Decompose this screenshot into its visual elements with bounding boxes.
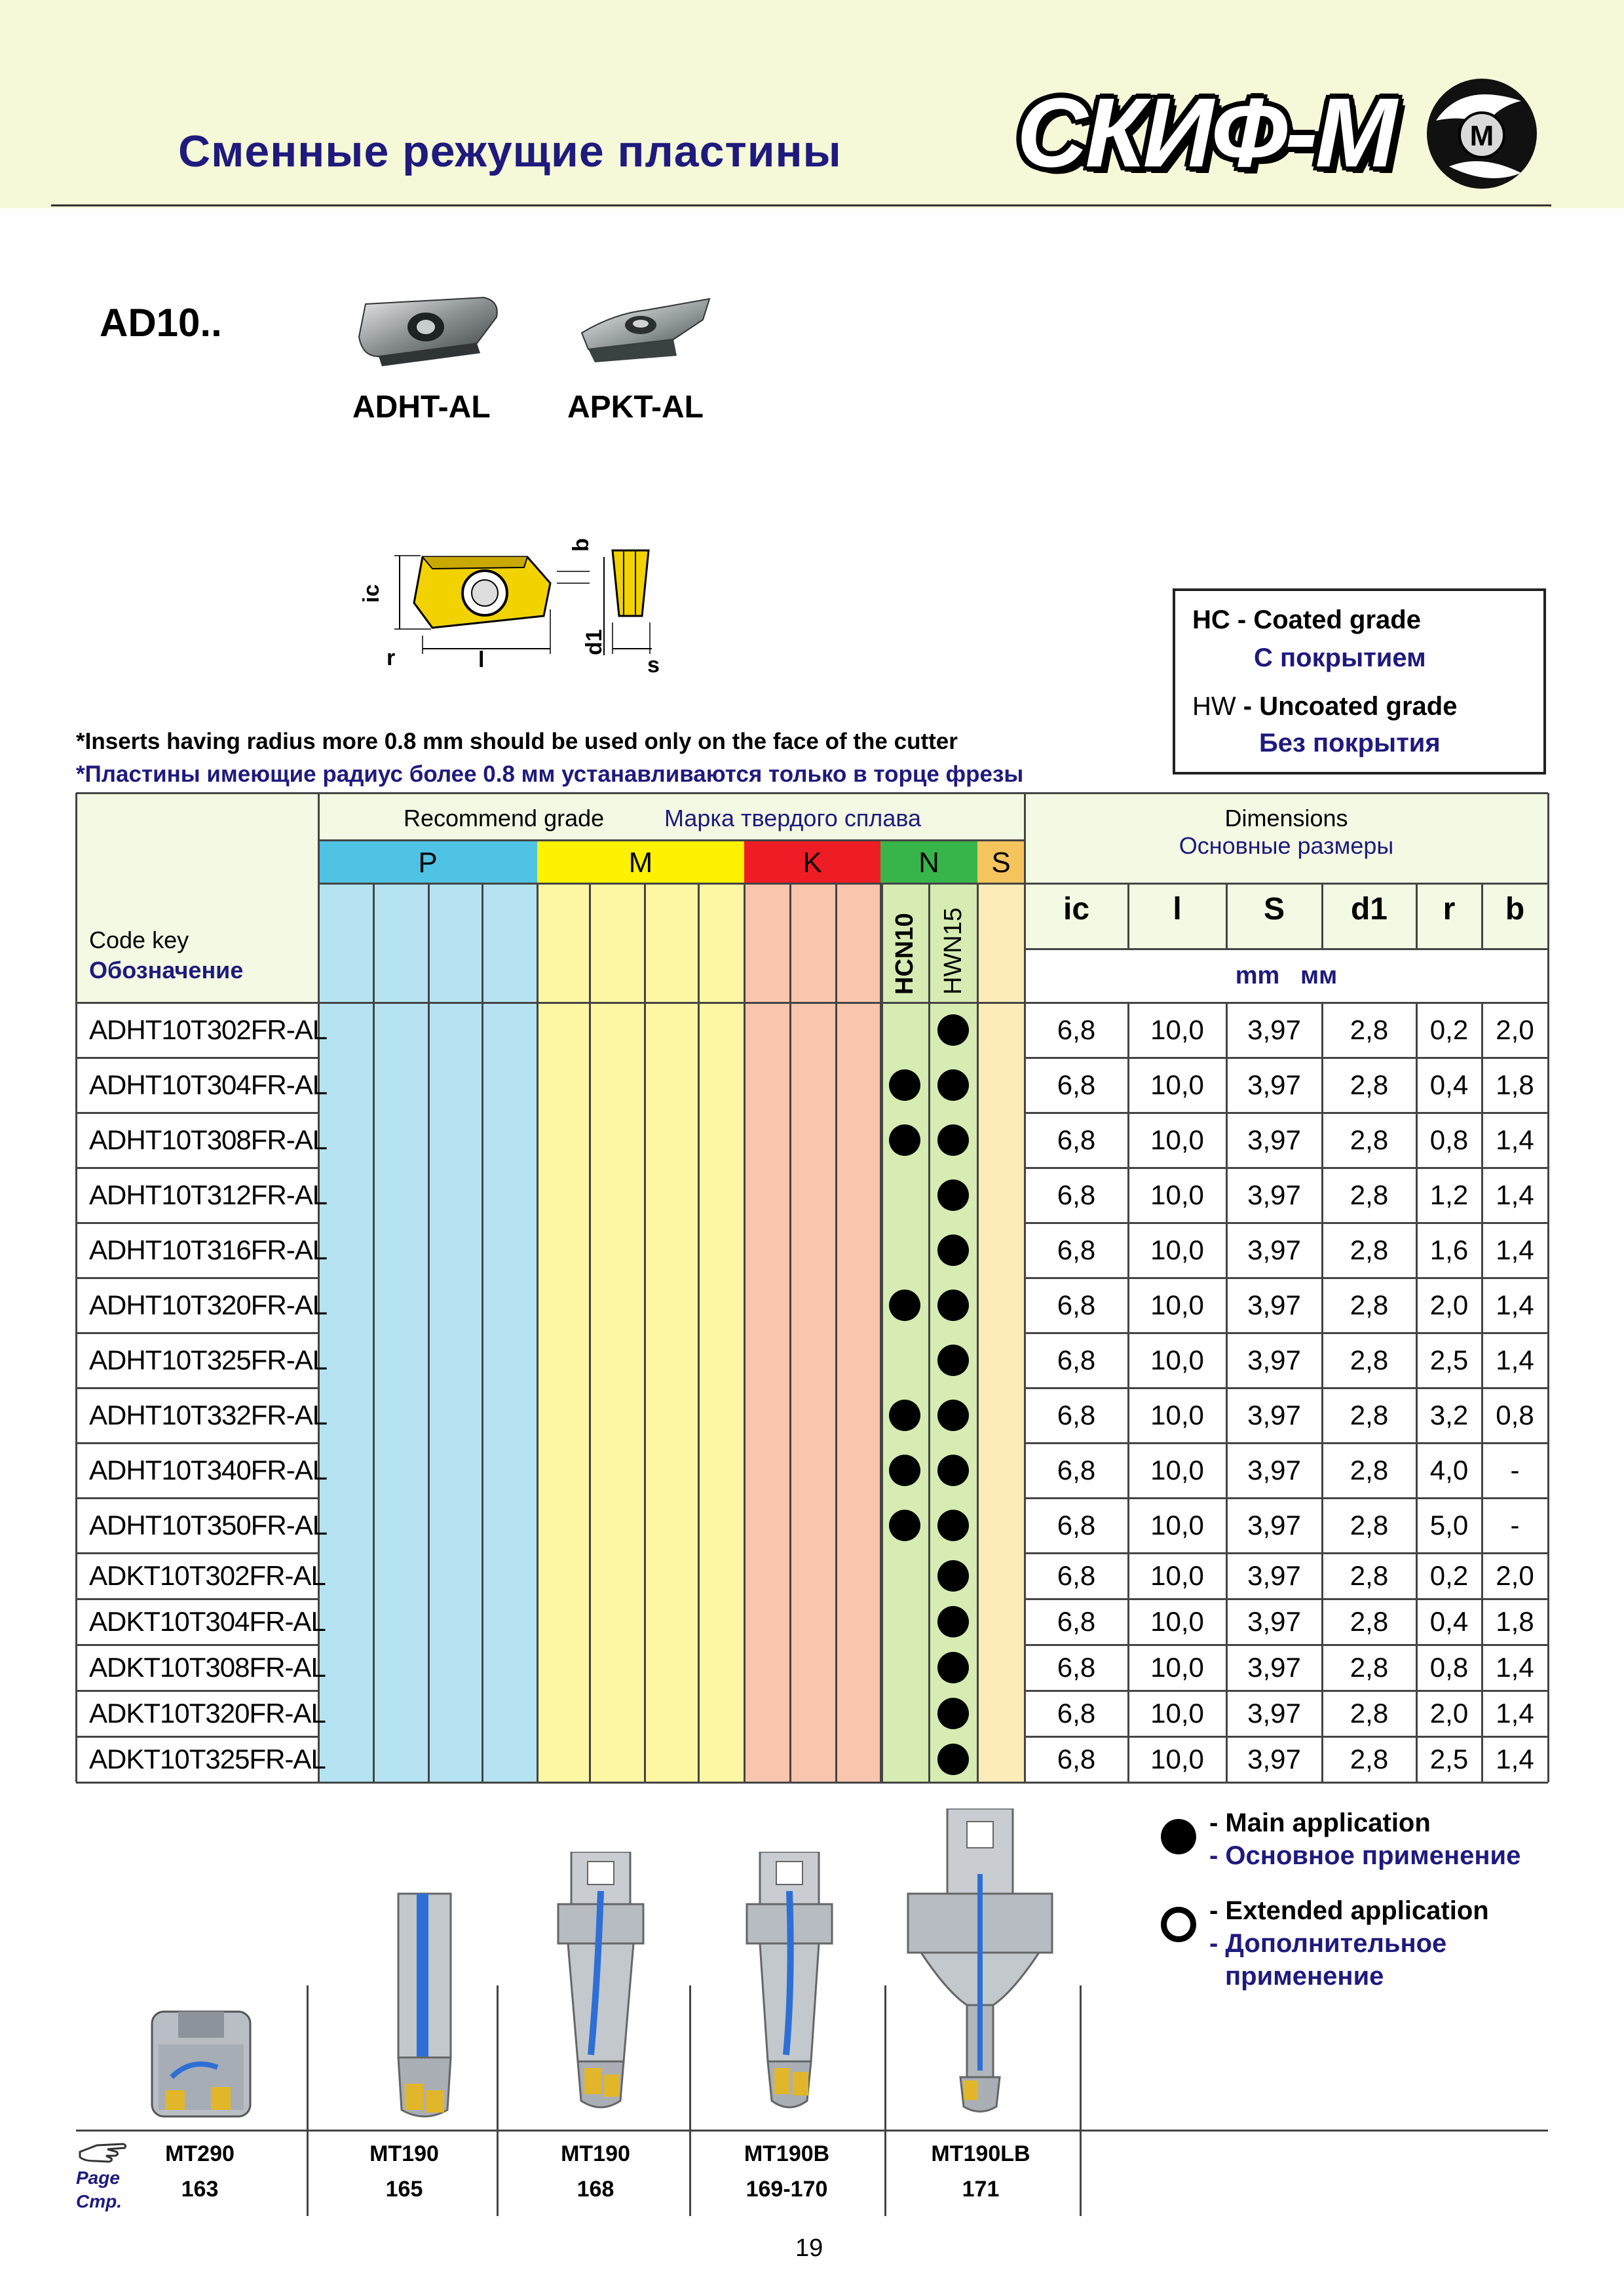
group-label-s: S [991,847,1011,879]
dimension-value-d1: 2,8 [1350,1510,1389,1540]
table-vline [880,883,882,1782]
dimension-value-r: 1,2 [1429,1179,1469,1210]
dimension-value-r: 0,4 [1429,1069,1469,1100]
tool-name-mt190-b: MT190 [561,2141,630,2166]
page-number: 19 [795,2234,823,2262]
table-hline [318,883,1548,885]
dimension-value-s: 3,97 [1247,1744,1301,1774]
main-application-dot-icon [937,1744,969,1775]
row-code: ADHT10T350FR-AL [89,1510,328,1540]
main-application-dot-icon [889,1455,920,1486]
row-divider [1025,1277,1548,1279]
dimension-value-d1: 2,8 [1350,1698,1389,1729]
svg-text:d1: d1 [582,629,607,655]
main-application-dot-icon [937,1652,969,1683]
dimension-header-d1: d1 [1350,892,1388,927]
dimension-value-b: 1,4 [1496,1744,1534,1774]
dimension-value-d1: 2,8 [1350,1014,1389,1045]
grade-name-hcn10: HCN10 [891,913,918,995]
dimension-value-s: 3,97 [1247,1014,1301,1045]
header-rule [51,204,1551,206]
hc-legend-ru: С покрытием [1254,643,1426,672]
dimension-value-r: 3,2 [1429,1400,1469,1430]
table-vline [537,883,538,1782]
dimension-value-l: 10,0 [1150,1560,1204,1591]
insert-caption-adht: ADHT-AL [352,390,491,425]
main-application-dot-icon [889,1069,920,1101]
dimension-value-r: 1,6 [1429,1234,1469,1265]
mt290-cutter-icon [145,2005,257,2123]
dimension-value-d1: 2,8 [1350,1400,1389,1430]
svg-text:s: s [647,653,660,678]
dimension-value-r: 2,0 [1429,1698,1469,1729]
dimension-value-r: 0,8 [1429,1124,1469,1155]
dimension-header-b: b [1505,892,1525,927]
page-title: Сменные режущие пластины [178,126,842,176]
tool-name-mt290: MT290 [165,2141,235,2166]
row-divider [1025,1057,1548,1059]
dimension-value-s: 3,97 [1247,1124,1301,1155]
table-vline [977,883,979,1782]
mt190-long-cutter-icon [385,1887,464,2123]
main-application-dot-icon [1161,1819,1196,1854]
row-code: ADHT10T340FR-AL [89,1455,328,1485]
dimension-value-ic: 6,8 [1057,1455,1096,1485]
dimension-value-ic: 6,8 [1057,1652,1096,1683]
row-divider [76,1598,318,1600]
tool-page-mt190-b: 168 [576,2177,614,2202]
dimension-value-s: 3,97 [1247,1069,1301,1100]
table-vline [1416,1003,1418,1782]
dimension-value-ic: 6,8 [1057,1179,1096,1210]
main-application-dot-icon [889,1290,920,1321]
dimension-value-l: 10,0 [1150,1455,1204,1485]
main-application-dot-icon [937,1560,969,1592]
row-code: ADHT10T308FR-AL [89,1124,328,1155]
group-label-p: P [418,847,438,879]
row-code: ADKT10T304FR-AL [89,1606,326,1637]
tool-divider [689,1985,691,2216]
main-application-dot-icon [889,1510,920,1541]
logo-text: СКИФ-М [1017,77,1395,187]
main-application-dot-icon [937,1510,969,1541]
row-code: ADHT10T316FR-AL [89,1234,328,1265]
dimension-value-ic: 6,8 [1057,1124,1096,1155]
row-divider [76,1736,318,1738]
extended-application-en: - Extended application [1209,1896,1489,1925]
table-vline [1481,883,1483,949]
note-en: *Inserts having radius more 0.8 mm should be used only on the face of the cutter [76,729,958,754]
code-key-ru: Обозначение [89,957,244,984]
dimension-value-b: - [1510,1455,1520,1485]
main-application-dot-icon [937,1698,969,1729]
mt190lb-cutter-icon [901,1808,1059,2116]
tools-rule [76,2130,1548,2132]
dimension-value-b: 2,0 [1496,1014,1534,1045]
dimension-value-s: 3,97 [1247,1560,1301,1591]
dimension-value-d1: 2,8 [1350,1744,1389,1774]
extended-application-ru-2: применение [1225,1962,1384,1991]
row-code: ADHT10T320FR-AL [89,1290,328,1320]
table-vline [644,883,646,1782]
dimension-value-r: 0,8 [1429,1652,1469,1683]
dimension-value-r: 0,4 [1429,1606,1469,1637]
dimension-value-s: 3,97 [1247,1400,1301,1430]
tool-divider [884,1985,886,2216]
row-divider [76,1690,318,1692]
table-vline [75,793,77,1782]
dimension-header-l: l [1173,892,1182,927]
dimension-value-b: 1,4 [1496,1179,1534,1210]
dimension-header-ic: ic [1063,892,1090,927]
grade-name-hwn15: HWN15 [939,907,967,995]
recommend-grade-ru: Марка твердого сплава [664,805,922,832]
table-vline [428,883,430,1782]
dimension-value-d1: 2,8 [1350,1345,1389,1375]
dimension-value-r: 0,2 [1429,1014,1469,1045]
grade-legend-box [1173,588,1546,775]
row-divider [76,1387,318,1389]
insert-caption-apkt: APKT-AL [567,390,704,425]
table-hline [1025,948,1548,950]
row-divider [76,1167,318,1169]
dimension-value-l: 10,0 [1150,1698,1204,1729]
row-code: ADKT10T325FR-AL [89,1744,326,1774]
row-divider [76,1332,318,1334]
row-divider [76,1222,318,1224]
dimension-value-l: 10,0 [1150,1400,1204,1430]
row-code: ADKT10T308FR-AL [89,1652,326,1683]
table-vline [928,883,930,1782]
dimension-value-s: 3,97 [1247,1606,1301,1637]
dimension-value-b: 0,8 [1496,1400,1534,1430]
dimension-value-ic: 6,8 [1057,1560,1096,1591]
table-vline [1127,883,1129,949]
row-divider [76,1644,318,1646]
main-application-dot-icon [937,1345,969,1376]
recommend-grade-en: Recommend grade [404,805,605,832]
row-code: ADHT10T325FR-AL [89,1345,328,1375]
dimension-value-b: 1,8 [1496,1069,1534,1100]
tool-name-mt190lb: MT190LB [931,2141,1030,2166]
main-application-dot-icon [889,1124,920,1156]
row-divider [1025,1112,1548,1114]
adht-insert-photo-icon [352,291,503,370]
dimension-value-l: 10,0 [1150,1014,1204,1045]
table-vline [1416,883,1418,949]
dimension-value-ic: 6,8 [1057,1290,1096,1320]
table-vline [835,883,837,1782]
dimension-value-d1: 2,8 [1350,1290,1389,1320]
row-divider [76,1552,318,1554]
dimension-value-ic: 6,8 [1057,1234,1096,1265]
dimension-value-s: 3,97 [1247,1345,1301,1375]
dimension-value-ic: 6,8 [1057,1606,1096,1637]
dimension-value-l: 10,0 [1150,1124,1204,1155]
table-vline [1321,883,1323,949]
dimension-value-ic: 6,8 [1057,1744,1096,1774]
page-label-en: Page [76,2168,120,2188]
dimension-value-b: 1,4 [1496,1124,1534,1155]
group-label-m: M [628,847,653,879]
dimension-value-ic: 6,8 [1057,1510,1096,1540]
tool-divider [307,1985,309,2216]
logo-emblem-icon [1423,75,1541,193]
row-divider [1025,1736,1548,1738]
table-vline [589,883,591,1782]
page-label-ru: Стр. [76,2191,122,2211]
row-divider [76,1057,318,1059]
row-code: ADHT10T332FR-AL [89,1400,328,1430]
row-divider [76,1112,318,1114]
main-application-ru: - Основное применение [1209,1841,1521,1870]
main-application-dot-icon [889,1400,920,1431]
hw-legend-ru: Без покрытия [1259,729,1441,757]
svg-text:ic: ic [359,584,384,603]
main-application-dot-icon [937,1400,969,1431]
table-vline [373,883,375,1782]
table-vline [1321,1003,1323,1782]
dimension-value-d1: 2,8 [1350,1234,1389,1265]
tool-divider [1080,1985,1082,2216]
row-divider [1025,1222,1548,1224]
main-application-dot-icon [937,1234,969,1266]
row-divider [1025,1332,1548,1334]
hc-legend-line: HC - Coated grade [1192,605,1421,634]
svg-text:b: b [569,538,594,552]
mt190-holder-cutter-icon [552,1852,650,2114]
row-code: ADHT10T304FR-AL [89,1069,328,1100]
hw-legend-line: HW - Uncoated grade [1192,692,1458,721]
dimension-value-l: 10,0 [1150,1179,1204,1210]
row-divider [1025,1598,1548,1600]
dimension-value-b: 1,8 [1496,1606,1534,1637]
dimension-value-b: 1,4 [1496,1234,1534,1265]
insert-specification-table [76,793,1548,1782]
dimension-value-ic: 6,8 [1057,1069,1096,1100]
row-divider [1025,1167,1548,1169]
dimension-value-l: 10,0 [1150,1606,1204,1637]
dimension-value-b: - [1510,1510,1520,1540]
dimension-value-ic: 6,8 [1057,1014,1096,1045]
dimension-header-s: S [1263,892,1285,927]
dimension-value-s: 3,97 [1247,1179,1301,1210]
dimension-value-l: 10,0 [1150,1744,1204,1774]
dimensions-ru: Основные размеры [1179,832,1394,859]
dimension-value-r: 5,0 [1429,1510,1469,1540]
company-logo [1017,63,1541,207]
dimension-value-ic: 6,8 [1057,1400,1096,1430]
dimension-value-l: 10,0 [1150,1290,1204,1320]
row-divider [76,1277,318,1279]
main-application-dot-icon [937,1069,969,1101]
table-hline [76,792,1548,794]
dimension-value-d1: 2,8 [1350,1560,1389,1591]
dimension-value-b: 1,4 [1496,1698,1534,1729]
mt190b-cutter-icon [740,1852,839,2114]
dimension-value-r: 0,2 [1429,1560,1469,1591]
group-label-k: K [803,847,822,879]
tool-divider [497,1985,499,2216]
dimension-value-s: 3,97 [1247,1234,1301,1265]
dimension-value-l: 10,0 [1150,1069,1204,1100]
svg-text:r: r [387,645,396,670]
row-divider [1025,1442,1548,1444]
dimension-value-s: 3,97 [1247,1510,1301,1540]
tool-page-mt190lb: 171 [962,2177,1000,2202]
tool-page-mt190b: 169-170 [746,2177,828,2202]
tool-page-mt290: 163 [181,2177,219,2202]
dimension-value-ic: 6,8 [1057,1698,1096,1729]
code-key-en: Code key [89,927,189,953]
main-application-dot-icon [937,1179,969,1211]
svg-text:М: М [1469,120,1494,152]
s-column-fill [977,883,1025,1782]
row-divider [76,1442,318,1444]
table-vline [1226,1003,1228,1782]
dimension-value-b: 1,4 [1496,1290,1534,1320]
extended-application-ring-icon [1161,1907,1196,1942]
table-vline [744,883,746,1782]
row-divider [1025,1387,1548,1389]
row-divider [1025,1644,1548,1646]
series-title: AD10.. [100,301,222,345]
dimension-header-r: r [1443,892,1456,927]
dimension-value-s: 3,97 [1247,1652,1301,1683]
main-application-dot-icon [937,1455,969,1486]
apkt-insert-photo-icon [575,294,719,370]
dimension-value-r: 2,5 [1429,1345,1469,1375]
dimension-value-b: 1,4 [1496,1652,1534,1683]
group-label-n: N [918,847,939,879]
table-vline [1226,883,1228,949]
table-vline [1481,1003,1483,1782]
svg-text:l: l [478,647,485,672]
dimension-value-l: 10,0 [1150,1652,1204,1683]
dimension-value-l: 10,0 [1150,1234,1204,1265]
m-column-fill [537,883,744,1782]
dimension-value-d1: 2,8 [1350,1455,1389,1485]
row-code: ADKT10T302FR-AL [89,1560,326,1591]
dimension-value-d1: 2,8 [1350,1069,1389,1100]
row-divider [1025,1497,1548,1499]
dimension-value-b: 1,4 [1496,1345,1534,1375]
dimension-value-r: 2,5 [1429,1744,1469,1774]
tool-name-mt190b: MT190B [744,2141,830,2166]
main-application-dot-icon [937,1124,969,1156]
row-divider [76,1497,318,1499]
table-vline [482,883,483,1782]
row-divider [1025,1552,1548,1554]
dimensions-en: Dimensions [1224,805,1348,832]
k-column-fill [744,883,880,1782]
table-vline [789,883,791,1782]
main-application-dot-icon [937,1290,969,1321]
table-vline [1127,1003,1129,1782]
table-hline [76,1782,1548,1784]
note-ru: *Пластины имеющие радиус более 0.8 мм устанавливаются только в торце фрезы [76,761,1024,787]
row-divider [1025,1690,1548,1692]
insert-schematic-diagram [354,511,708,688]
extended-application-ru-1: - Дополнительное [1209,1929,1447,1958]
main-application-dot-icon [937,1014,969,1046]
dimension-value-d1: 2,8 [1350,1124,1389,1155]
main-application-dot-icon [937,1606,969,1637]
tool-page-mt190-a: 165 [385,2177,423,2202]
dimension-value-r: 2,0 [1429,1290,1469,1320]
dimension-value-b: 2,0 [1496,1560,1534,1591]
row-code: ADHT10T302FR-AL [89,1014,328,1045]
row-code: ADHT10T312FR-AL [89,1179,328,1210]
table-vline [698,883,700,1782]
dimension-value-l: 10,0 [1150,1510,1204,1540]
units-label: mm мм [1235,962,1338,989]
dimension-value-l: 10,0 [1150,1345,1204,1375]
dimension-value-s: 3,97 [1247,1698,1301,1729]
dimension-value-r: 4,0 [1429,1455,1469,1485]
dimension-value-d1: 2,8 [1350,1652,1389,1683]
row-code: ADKT10T320FR-AL [89,1698,326,1729]
dimension-value-d1: 2,8 [1350,1606,1389,1637]
main-application-en: - Main application [1209,1808,1431,1837]
tool-name-mt190-a: MT190 [369,2141,439,2166]
dimension-value-s: 3,97 [1247,1455,1301,1485]
dimension-value-d1: 2,8 [1350,1179,1389,1210]
dimension-value-s: 3,97 [1247,1290,1301,1320]
dimension-value-ic: 6,8 [1057,1345,1096,1375]
table-hline [76,1002,1548,1004]
table-hline [318,839,1025,841]
